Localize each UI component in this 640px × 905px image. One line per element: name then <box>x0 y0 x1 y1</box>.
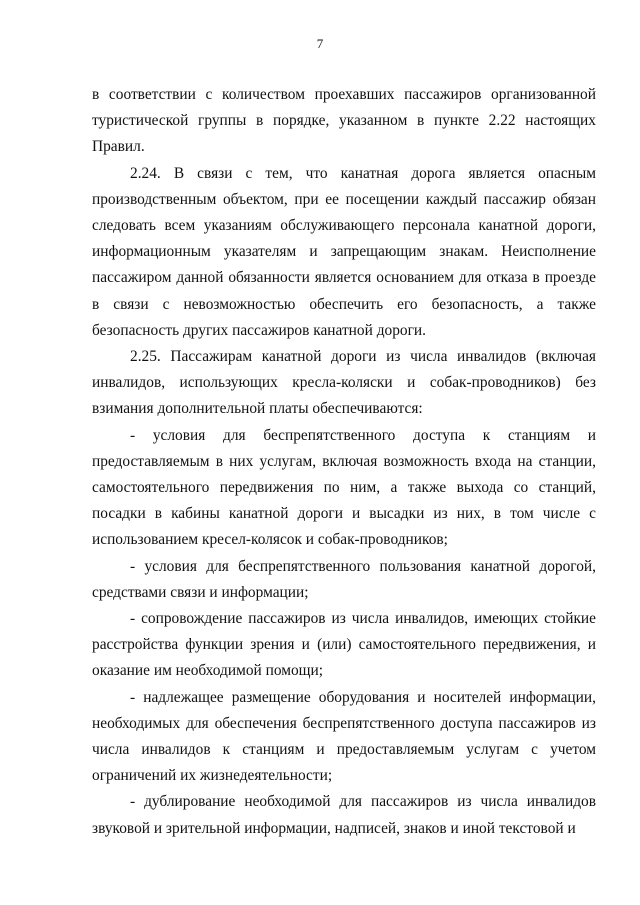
document-body <box>92 82 596 842</box>
list-item-escort: - сопровождение пассажиров из числа инвалидов, имеющих стойкие расстройства функции зрения и (или) самостоятельного передвижения, и оказание им необходимой помощи; <box>92 610 596 680</box>
paragraph-continuation: в соответствии с количеством проехавших пассажиров организованной туристической группы в порядке, указанном в пункте 2.22 настоящих Правил. <box>92 86 596 156</box>
list-item-information-duplication: - дублирование необходимой для пассажиров из числа инвалидов звуковой и зрительной информации, надписей, знаков и иной текстовой и <box>92 793 596 837</box>
paragraph-2-24: 2.24. В связи с тем, что канатная дорога является опасным производственным объектом, при ее посещении каждый пассажир обязан следовать всем указаниям обслуживающего персонала канатной дороги, информационным указателям и запрещающим знакам. Неисполнение пассажиром данной обязанности является основанием для отказа в проезде в связи с невозможностью обеспечить его безопасность, а также безопасность других пассажиров канатной дороги. <box>92 164 596 339</box>
list-item-usage-conditions: - условия для беспрепятственного пользования канатной дорогой, средствами связи и информации; <box>92 557 596 601</box>
list-item-equipment-placement: - надлежащее размещение оборудования и носителей информации, необходимых для обеспечения беспрепятственного доступа пассажиров из числа инвалидов к станциям и предоставляемым услугам с учетом ограничений их жизнедеятельности; <box>92 688 596 785</box>
paragraph-2-25: 2.25. Пассажирам канатной дороги из числа инвалидов (включая инвалидов, использующих кресла-коляски и собак-проводников) без взимания дополнительной платы обеспечиваются: <box>92 348 596 418</box>
list-item-access-conditions: - условия для беспрепятственного доступа к станциям и предоставляемым в них услугам, включая возможность входа на станции, самостоятельного передвижения по ним, а также выхода со станций, посадки в кабины канатной дороги и высадки из них, в том числе с использованием кресел-колясок и собак-проводников; <box>92 426 596 549</box>
page-number: 7 <box>316 36 324 51</box>
